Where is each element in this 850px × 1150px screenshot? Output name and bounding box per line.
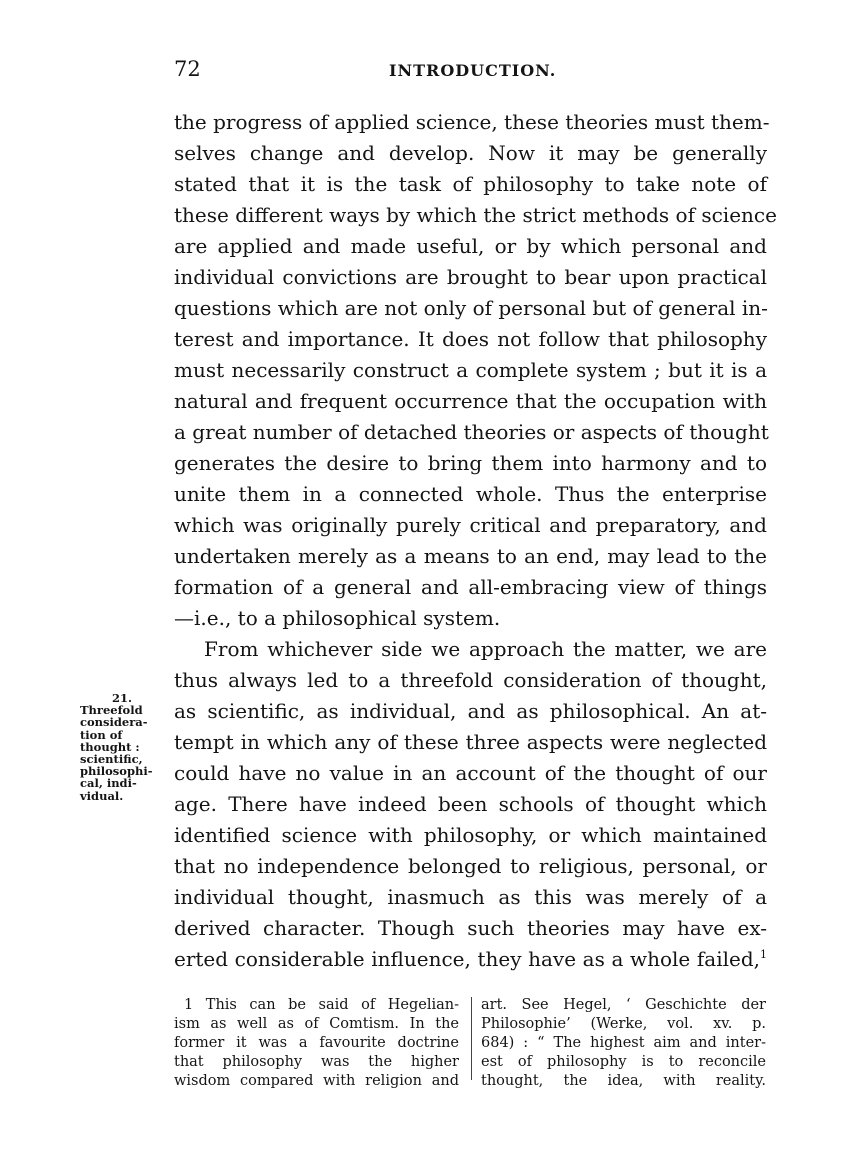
footnote-line: that philosophy was the higher [174,1054,459,1070]
body-line: From whichever side we approach the matter, we are [204,637,767,661]
body-line: unite them in a connected whole. Thus the enterprise [174,482,767,506]
sidenote-line: considera- [80,715,148,730]
body-line: undertaken merely as a means to an end, may lead to the [174,544,767,568]
sidenote-number: 21. [112,691,133,705]
footnote-line: est of philosophy is to reconcile [481,1054,766,1070]
sidenote-line: Threefold [80,703,143,718]
sidenote-line: thought : [80,739,140,754]
body-line: generates the desire to bring them into harmony and to [174,451,767,475]
body-line: the progress of applied science, these theories must them- [174,110,770,134]
footnote-line: art. See Hegel, ‘ Geschichte der [481,997,766,1013]
footnote-line: former it was a favourite doctrine [174,1035,459,1051]
footnote-right-column [481,996,766,1091]
body-line: could have no value in an account of the thought of our [174,761,767,785]
body-line: must necessarily construct a complete system ; but it is a [174,358,767,382]
body-line: tempt in which any of these three aspects were neglected [174,730,767,754]
body-line: age. There have indeed been schools of thought which [174,792,767,816]
body-line: individual thought, inasmuch as this was merely of a [174,885,767,909]
body-line: selves change and develop. Now it may be generally [174,141,767,165]
body-line-text: erted considerable influence, they have as a whole failed, [174,947,760,971]
body-line: that no independence belonged to religious, personal, or [174,854,767,878]
body-line: —i.e., to a philosophical system. [174,606,501,630]
margin-sidenote [80,692,153,802]
page-number: 72 [174,57,201,81]
body-line: thus always led to a threefold consideration of thought, [174,668,767,692]
body-line: natural and frequent occurrence that the occupation with [174,389,767,413]
body-line: these different ways by which the strict methods of science [174,203,777,227]
body-line: are applied and made useful, or by which personal and [174,234,767,258]
body-text [174,107,777,975]
sidenote-line: cal, indi- [80,776,137,791]
footnote-line: 684) : “ The highest aim and inter- [481,1035,766,1051]
body-line: a great number of detached theories or aspects of thought [174,420,769,444]
body-line: derived character. Though such theories may have ex- [174,916,767,940]
body-line: formation of a general and all-embracing view of things [174,575,767,599]
body-line: identified science with philosophy, or which maintained [174,823,767,847]
sidenote-line: scientific, [80,752,143,767]
footnote-line: wisdom compared with religion and [174,1073,459,1089]
footnote-line: thought, the idea, with reality. [481,1073,766,1089]
sidenote-line: philosophi- [80,764,153,779]
footnote-line: 1 This can be said of Hegelian- [184,997,459,1013]
body-line: individual convictions are brought to bear upon practical [174,265,767,289]
footnote-marker[interactable]: 1 [760,948,767,961]
body-line [174,944,767,975]
footnote-line: Philosophie’ (Werke, vol. xv. p. [481,1016,766,1032]
sidenote-line: tion of [80,727,123,742]
footnote-column-divider [471,997,472,1080]
body-line: as scientific, as individual, and as philosophical. An at- [174,699,767,723]
sidenote-line: vidual. [80,788,124,803]
running-head: INTRODUCTION. [389,61,557,80]
body-line: terest and importance. It does not follow that philosophy [174,327,767,351]
body-line: which was originally purely critical and preparatory, and [174,513,767,537]
footnote-line: ism as well as of Comtism. In the [174,1016,459,1032]
body-line: stated that it is the task of philosophy to take note of [174,172,767,196]
footnote-left-column [174,996,459,1091]
body-line: questions which are not only of personal but of general in- [174,296,768,320]
